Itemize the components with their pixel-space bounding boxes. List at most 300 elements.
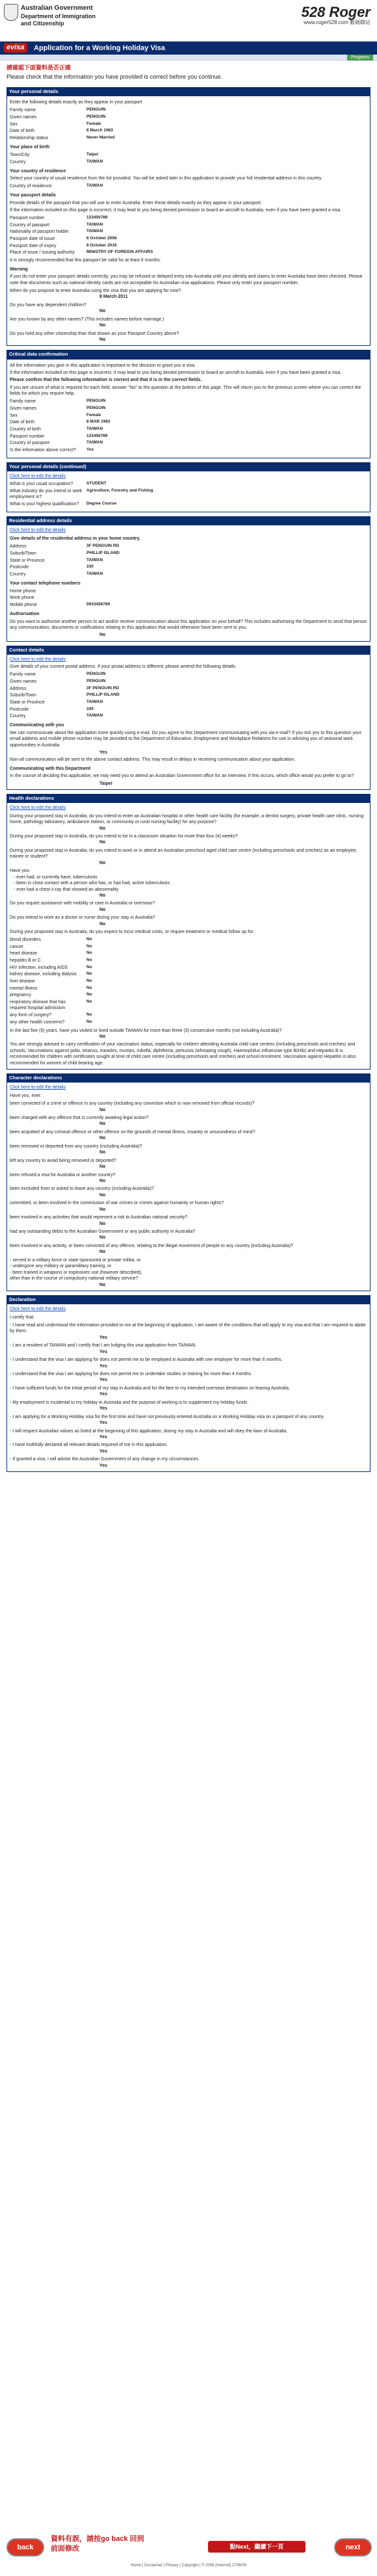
declaration-question: - I have truthfully declared all relevant details required of me in this application. xyxy=(10,1443,168,1448)
field-value: 8 October 2006 xyxy=(86,235,117,241)
field-value: No xyxy=(86,999,92,1004)
condition-row xyxy=(10,971,92,979)
passport-row xyxy=(10,250,153,257)
condition-row xyxy=(10,978,92,985)
personal-row xyxy=(10,121,114,128)
field-label: What industry do you intend to seek employment in? xyxy=(10,488,83,499)
field-label: Family name xyxy=(10,672,36,677)
character-question: been excluded from or asked to leave any country (including Australia)? xyxy=(10,1187,154,1192)
declaration-question: - I am applying for a Working Holiday visa for the first time and have not previously entered Australia on a Working Holiday visa on a passport of any country. xyxy=(10,1414,325,1419)
critical-row xyxy=(10,447,110,454)
residential-section xyxy=(6,525,370,642)
declaration-intro: I certify that: xyxy=(10,1315,35,1320)
declaration-question: - I am a resident of TAIWAN and I certify that I am lodging this visa application from TAIWAN. xyxy=(10,1343,197,1348)
field-label: Country xyxy=(10,159,26,164)
declaration-question: - I understand that the visa I am applying for does not permit me to be employed in Australia with one employer for more than 6 months. xyxy=(10,1358,283,1363)
field-value: PENGUIN xyxy=(86,672,106,677)
health-a1: No xyxy=(99,826,106,831)
residential-row xyxy=(10,544,120,551)
character-answer: No xyxy=(99,1235,106,1241)
field-label: Postcode xyxy=(10,565,29,570)
critical-row xyxy=(10,433,110,440)
please-check-text: Please check that the information you have provided is correct before you continue. xyxy=(6,73,223,81)
chinese-notice: 請確認下面資料是否正確 xyxy=(6,64,72,71)
condition-row xyxy=(10,992,92,999)
character-list xyxy=(10,1101,367,1255)
page-footer xyxy=(0,2525,377,2576)
field-value: TAIWAN xyxy=(86,571,103,576)
personal-row xyxy=(10,135,114,142)
field-value: PHILLIP ISLAND xyxy=(86,550,120,555)
passport-row xyxy=(10,235,153,243)
field-value: TAIWAN xyxy=(86,183,103,189)
field-label: Postcode xyxy=(10,707,29,712)
critical-row xyxy=(10,412,110,419)
edit-declaration-link[interactable]: Click here to edit the details xyxy=(10,1307,66,1312)
personal-details-section xyxy=(6,96,370,346)
field-value: 123456789 xyxy=(86,433,108,438)
field-value: 8 March 1983 xyxy=(86,128,113,133)
edit-residential-link[interactable]: Click here to edit the details xyxy=(10,527,66,532)
list-item: - ever had, or currently have, tuberculosis xyxy=(14,874,98,880)
field-label: mental illness xyxy=(10,986,38,991)
personal-row xyxy=(10,107,114,114)
dept-heading: Communicating with this Department xyxy=(10,766,91,771)
field-label: Date of birth xyxy=(10,420,35,425)
children-question: Do you have any dependent children? xyxy=(10,302,86,308)
critical-p3: Please confirm that the following information is correct and that it is in the correct fields. xyxy=(10,378,202,383)
field-value: 3F PENGUIN RD xyxy=(86,544,120,549)
health-q8: In the last five (5) years, have you visited or lived outside TAIWAN for more than three (3) consecutive months (not including Australia)? xyxy=(10,1028,282,1033)
declaration-answer: Yes xyxy=(99,1449,108,1454)
field-value: Agriculture, Forestry and Fishing xyxy=(86,488,153,493)
field-value: TAIWAN xyxy=(86,713,103,718)
pob-row xyxy=(10,159,103,166)
field-label: Given names xyxy=(10,679,37,685)
field-value: TAIWAN xyxy=(86,699,103,704)
continued-row xyxy=(10,480,153,488)
declaration-question: - I will respect Australian values as listed at the beginning of this application, during my stay in Australia and will obey the laws of Australia. xyxy=(10,1428,288,1434)
health-a3: No xyxy=(99,860,106,865)
field-label: State or Province xyxy=(10,558,45,563)
field-value: Female xyxy=(86,412,101,417)
condition-row xyxy=(10,1019,92,1026)
dept-answer: Taipei xyxy=(99,781,112,786)
other-names-question: Are you known by any other names? (This includes names before marriage.) xyxy=(10,317,164,322)
critical-row xyxy=(10,440,110,447)
condition-row xyxy=(10,951,92,958)
field-value: 330 xyxy=(86,706,94,711)
field-value: 8 October 2016 xyxy=(86,243,117,248)
field-label: pregnancy xyxy=(10,993,31,998)
residential-row xyxy=(10,557,120,564)
field-value: Degree Course xyxy=(86,501,117,506)
character-question: been removed or deported from any country (including Australia)? xyxy=(10,1144,142,1149)
authorisation-answer: No xyxy=(99,633,106,638)
application-titlebar xyxy=(0,42,377,55)
field-label: Suburb/Town xyxy=(10,551,36,556)
field-label: Country xyxy=(10,572,26,577)
declaration-answer: Yes xyxy=(99,1463,108,1468)
residential-row xyxy=(10,571,120,578)
health-q7: During your proposed stay in Australia, do you expect to incur medical costs, or require treatment or medical follow up for: xyxy=(10,930,255,935)
field-label: Home phone xyxy=(10,588,36,594)
residence-text: Select your country of usual residence from the list provided. You will be asked later in this application to provide your full residential address in this country. xyxy=(10,176,322,181)
character-intro: Have you, ever: xyxy=(10,1093,42,1098)
residential-table xyxy=(10,544,120,578)
field-value: No xyxy=(86,992,92,997)
passport-note: If the information included on this page is incorrect, it may lead to you being denied permission to board an aircraft to Australia, even if you have been granted a visa. xyxy=(10,208,342,213)
field-value: STUDENT xyxy=(86,480,107,486)
field-label: What is your highest qualification? xyxy=(10,501,79,506)
field-value: Taipei xyxy=(86,152,99,157)
field-label: Nationality of passport holder xyxy=(10,230,69,235)
character-question: been acquitted of any criminal offence or other offence on the grounds of mental illness, insanity or unsoundness of mind? xyxy=(10,1129,255,1135)
field-value: No xyxy=(86,958,92,963)
personal-intro: Enter the following details exactly as they appear in your passport xyxy=(10,100,142,105)
edit-personal-link[interactable]: Click here to edit the details xyxy=(10,473,66,479)
residential-heading: Residential address details xyxy=(6,516,370,525)
list-item: - been in close contact with a person who has, or has had, active tuberculosis xyxy=(14,881,170,886)
critical-row xyxy=(10,399,110,406)
communicating-note: Non-all communication will be sent to the above contact address. This may result in delays in receiving communication about your application. xyxy=(10,757,296,763)
character-section xyxy=(6,1083,370,1291)
phone-row xyxy=(10,595,110,602)
residential-row xyxy=(10,550,120,557)
field-label: Address xyxy=(10,544,27,549)
field-value: TAIWAN xyxy=(86,159,103,164)
residence-table xyxy=(10,183,103,191)
communicating-heading: Communicating with you xyxy=(10,723,64,728)
character-question: had any outstanding debts to the Australian Government or any public authority in Australia? xyxy=(10,1229,196,1235)
contact-row xyxy=(10,713,120,720)
field-value: No xyxy=(86,1012,92,1017)
character-answer: No xyxy=(99,1178,106,1183)
personal-row xyxy=(10,128,114,135)
character-answer: No xyxy=(99,1207,106,1212)
military-list: - served in a military force or state-sponsored or private militia, or - undergone any military or paramilitary training, or - been trained in weapons or explosives use (however described), other than in the course of compulsory national military service? xyxy=(10,1257,142,1281)
communicating-answer: Yes xyxy=(99,750,108,755)
field-value: TAIWAN xyxy=(86,557,103,562)
field-value: No xyxy=(86,943,92,949)
field-value: TAIWAN xyxy=(86,229,103,234)
field-value: Yes xyxy=(86,447,94,452)
warning-heading: Warning xyxy=(10,267,28,272)
field-label: Country of passport xyxy=(10,441,50,446)
field-value: No xyxy=(86,971,92,977)
field-value: PENGUIN xyxy=(86,399,106,404)
character-answer: No xyxy=(99,1136,106,1141)
contact-row xyxy=(10,678,120,685)
gov-line-3: and Citizenship xyxy=(21,20,64,27)
field-label: Passport number xyxy=(10,434,45,439)
passport-validity: It is strongly recommended that this passport be valid for at least 6 months. xyxy=(10,258,161,263)
footer-links[interactable]: Home | Disclaimer | Privacy | Copyright | © 2008 (Internet) 2708/09 xyxy=(131,2564,246,2568)
edit-health-link[interactable]: Click here to edit the details xyxy=(10,806,66,811)
coat-of-arms-icon xyxy=(4,4,18,21)
back-note: 資料有誤，請按go back 回到前面修改 xyxy=(51,2535,144,2553)
field-label: HIV infection, including AIDS xyxy=(10,965,68,970)
entry-question: When do you propose to enter Australia using the visa that you are applying for now? xyxy=(10,288,181,293)
field-label: liver disease xyxy=(10,979,35,984)
main-content xyxy=(0,87,377,1472)
field-label: respiratory disease that has required hospital admission xyxy=(10,999,66,1011)
health-q5: Do you require assistance with mobility or care in Australia or overseas? xyxy=(10,901,155,906)
character-answer: No xyxy=(99,1107,106,1112)
field-value: No xyxy=(86,978,92,983)
health-q3: During your proposed stay in Australia, do you intend to work or in attend an Australian preschool aged child care centre (including preschools and creches) as an employee, trainee or student? xyxy=(10,848,358,860)
declaration-list xyxy=(10,1322,367,1469)
field-label: Place of issue / issuing authority xyxy=(10,250,75,256)
declaration-heading: Declaration xyxy=(6,1295,370,1304)
field-label: Mobile phone xyxy=(10,603,38,608)
character-heading: Character declarations xyxy=(6,1073,370,1083)
character-answer: No xyxy=(99,1150,106,1155)
critical-data-section xyxy=(6,360,370,458)
military-answer: No xyxy=(99,1282,106,1287)
field-value: PENGUIN xyxy=(86,406,106,410)
field-label: Family name xyxy=(10,108,36,113)
character-answer: No xyxy=(99,1250,106,1255)
passport-row xyxy=(10,222,153,229)
pob-table xyxy=(10,151,103,165)
health-q6: Do you intend to work as a doctor or nurse during your stay in Australia? xyxy=(10,915,155,921)
field-value: Never Married xyxy=(86,135,115,140)
phone-table xyxy=(10,588,110,609)
contact-heading: Contact details xyxy=(6,646,370,655)
character-question: been involved in any activity, or been convicted of any offence, relating to the illegal movement of people to any country (including Australia)? xyxy=(10,1243,293,1248)
field-value: PENGUIN xyxy=(86,679,106,684)
character-answer: No xyxy=(99,1221,106,1226)
residential-row xyxy=(10,564,120,572)
health-a5: No xyxy=(99,907,106,912)
critical-row xyxy=(10,405,110,412)
continued-table xyxy=(10,480,153,507)
field-value: 8 MAR 1983 xyxy=(86,419,110,425)
field-label: Country xyxy=(10,714,26,719)
critical-p1: All the information you give in this application is important to the decision to grant you a visa. xyxy=(10,363,196,368)
character-question: been refused a visa for Australia or another country? xyxy=(10,1172,116,1177)
personal-continued-heading: Your personal details (continued) xyxy=(6,462,370,471)
contact-section xyxy=(6,655,370,790)
next-hint-label: 點Next，繼續下一頁 xyxy=(208,2541,306,2553)
declaration-answer: Yes xyxy=(99,1335,108,1340)
edit-character-link[interactable]: Click here to edit the details xyxy=(10,1085,66,1090)
critical-row xyxy=(10,426,110,433)
declaration-answer: Yes xyxy=(99,1406,108,1412)
residence-heading: Your country of residence xyxy=(10,168,66,174)
phone-row xyxy=(10,601,110,609)
field-label: Sex xyxy=(10,122,18,127)
personal-details-heading: Your personal details xyxy=(6,87,370,96)
field-value: No xyxy=(86,951,92,956)
field-label: heart disease xyxy=(10,951,38,956)
next-button[interactable]: next xyxy=(334,2538,372,2556)
brand-logo: 528 Roger xyxy=(301,4,370,20)
field-label: Address xyxy=(10,686,27,691)
tb-list xyxy=(10,874,367,893)
health-a8: No xyxy=(99,1034,106,1039)
field-value: PENGUIN xyxy=(86,107,106,112)
progress-bar xyxy=(0,55,377,61)
declaration-question: - I understand that the visa I am applying for does not permit me to undertake studies or training for more than 4 months. xyxy=(10,1372,252,1377)
place-of-birth-heading: Your place of birth xyxy=(10,144,50,150)
contact-row xyxy=(10,685,120,692)
declaration-answer: Yes xyxy=(99,1434,108,1439)
field-value: TAIWAN xyxy=(86,222,103,227)
field-value: 3F PENGUIN RD xyxy=(86,685,120,690)
passport-table xyxy=(10,215,153,256)
field-label: Country of birth xyxy=(10,427,41,432)
gov-line-1: Australian Government xyxy=(21,5,93,12)
residence-row xyxy=(10,183,103,191)
pob-row xyxy=(10,151,103,159)
gov-line-2: Department of Immigration xyxy=(21,13,96,20)
declaration-answer: Yes xyxy=(99,1378,108,1383)
critical-p4: If you are unsure of what is required for each field, answer "No" to the question at the bottom of this page. This will return you to the previous screen where you can correct the fields for which you require help. xyxy=(10,385,361,397)
other-names-answer: No xyxy=(99,323,106,328)
field-label: What is your usual occupation? xyxy=(10,481,73,486)
field-label: Is the information above correct? xyxy=(10,447,76,453)
field-label: Country of residence xyxy=(10,184,52,189)
field-value xyxy=(86,588,110,595)
declaration-question: - I have sufficient funds for the initial period of my stay in Australia and for the fare to my intended overseas destination on leaving Australia. xyxy=(10,1386,291,1391)
field-label: Date of birth xyxy=(10,129,35,134)
field-label: Passport date of expiry xyxy=(10,243,57,248)
character-question: committed, or been involved in the commission of war crimes or crimes against humanity or human rights? xyxy=(10,1201,224,1206)
critical-data-heading: Critical data confirmation xyxy=(6,350,370,359)
field-label: Sex xyxy=(10,413,18,418)
dept-text: In the course of deciding this application, we may need you to attend an Australian Government office for an interview. If this occurs, which office would you prefer to go to? xyxy=(10,774,354,779)
field-value: MINISTRY OF FOREIGN AFFAIRS xyxy=(86,250,153,255)
phone-row xyxy=(10,588,110,595)
field-label: Given names xyxy=(10,115,37,120)
field-value: No xyxy=(86,1019,92,1024)
field-label: Passport number xyxy=(10,216,45,221)
condition-row xyxy=(10,957,92,964)
passport-row xyxy=(10,229,153,236)
brand-subtitle: www.roger528.com 數碼驛站 xyxy=(304,20,370,25)
field-label: any other health concerns? xyxy=(10,1019,65,1025)
health-heading: Health declarations xyxy=(6,794,370,803)
declaration-answer: Yes xyxy=(99,1363,108,1369)
field-value: PHILLIP ISLAND xyxy=(86,692,120,698)
authorisation-text: Do you want to authorise another person to act and/or receive communication about this application on your behalf? This includes authorising the Department to send that person any communication, documents or notifications relating to this application that would otherwise have been sent to you. xyxy=(10,619,367,630)
critical-p2: If the information included on this page is incorrect, it may lead to you being denied permission to board an aircraft to Australia, even if you have been granted a visa. xyxy=(10,371,342,376)
entry-answer: 8 March 2011 xyxy=(99,295,128,300)
continued-row xyxy=(10,501,153,508)
progress-label: Progress xyxy=(347,55,373,60)
condition-row xyxy=(10,985,92,992)
passport-row xyxy=(10,215,153,222)
field-value: TAIWAN xyxy=(86,440,103,445)
conditions-table xyxy=(10,937,92,1026)
continued-row xyxy=(10,488,153,501)
declaration-question: - I have read and understood the information provided to me at the beginning of application, I am aware of the conditions that will apply to my visa and that I am required to abide by them. xyxy=(10,1322,366,1334)
character-answer: No xyxy=(99,1122,106,1127)
condition-row xyxy=(10,999,92,1012)
field-label: Given names xyxy=(10,406,37,411)
field-label: cancer xyxy=(10,944,24,949)
field-label: any form of surgery? xyxy=(10,1012,52,1018)
residential-sub: Give details of the residential address in your home country. xyxy=(10,536,140,542)
field-value: 123456789 xyxy=(86,215,108,220)
field-value: TAIWAN xyxy=(86,426,103,431)
declaration-answer: Yes xyxy=(99,1421,108,1426)
character-question: been charged with any offence that is currently awaiting legal action? xyxy=(10,1116,149,1121)
field-value: 0933456789 xyxy=(86,602,110,607)
evisa-logo: evisa xyxy=(4,43,27,53)
field-value: Female xyxy=(86,121,101,126)
list-item: - ever had a chest x-ray that showed an abnormality xyxy=(14,887,119,892)
condition-row xyxy=(10,1012,92,1019)
health-have-you: Have you: xyxy=(10,869,31,874)
children-answer: No xyxy=(99,309,106,314)
field-value: 330 xyxy=(86,564,94,570)
character-question: been convicted of a crime or offence in any country (including any conviction which is now removed from official records)? xyxy=(10,1101,255,1107)
field-label: kidney disease, including dialysis xyxy=(10,972,77,977)
personal-row xyxy=(10,114,114,121)
field-value: No xyxy=(86,964,92,969)
character-answer: No xyxy=(99,1192,106,1198)
contact-intro: Give details of your current postal address. If your postal address is different, please amend the following details. xyxy=(10,664,237,670)
personal-table xyxy=(10,107,114,142)
health-q1: During your proposed stay in Australia, do you intend to enter an Australian hospital or other health care facility (for example, a dentist surgery, private health care clinic, nursing home, pathology laboratory, ambulance station, or community or rural nursing facility) for any purpose? xyxy=(10,813,364,825)
edit-contact-link[interactable]: Click here to edit the details xyxy=(10,657,66,662)
contact-row xyxy=(10,706,120,713)
citizenship-answer: No xyxy=(99,337,106,343)
declaration-answer: Yes xyxy=(99,1349,108,1354)
condition-row xyxy=(10,943,92,951)
condition-row xyxy=(10,937,92,944)
field-label: blood disorders xyxy=(10,938,41,943)
field-label: hepatitis B or C xyxy=(10,958,41,964)
health-q9: You are strongly advised to carry certification of your vaccination status, especially for children attending Australia child care centres (including preschools and creches) and schools. Vaccinations against polio, tetanus, measles, mumps, rubella, diphtheria, pertussis (whooping cough), Haemophilus influenzae type B(Hib) and Hepatitis B is recommended for children with certificates sought at time of child care centre (including preschools and creches) and school enrolment. Vaccination against Hepatitis is also recommended for women of child bearing age. xyxy=(10,1042,356,1066)
health-a4: No xyxy=(99,893,106,898)
health-section xyxy=(6,803,370,1070)
critical-row xyxy=(10,419,110,427)
declaration-section xyxy=(6,1304,370,1472)
field-label: Suburb/Town xyxy=(10,693,36,698)
field-label: Town/City xyxy=(10,153,30,157)
health-q2: During your proposed stay in Australia, do you intend to be in a classroom situation for more than four (4) weeks? xyxy=(10,834,238,839)
passport-intro: Provide details of the passport that you will use to enter Australia. Enter these details exactly as they appear in your passport. xyxy=(10,200,262,205)
field-value: PENGUIN xyxy=(86,114,106,120)
declaration-answer: Yes xyxy=(99,1392,108,1397)
field-value xyxy=(86,595,110,602)
critical-table xyxy=(10,399,110,454)
back-button[interactable]: back xyxy=(6,2538,44,2556)
contact-row xyxy=(10,692,120,700)
citizenship-question: Do you hold any other citizenship than that shown as your Passport Country above? xyxy=(10,331,179,336)
field-label: Work phone xyxy=(10,596,34,601)
authorisation-heading: Authorisation xyxy=(10,612,40,617)
contact-table xyxy=(10,672,120,720)
health-a6: No xyxy=(99,921,106,927)
declaration-question: - If granted a visa, I will advise the Australian Government of any change in my circumstances. xyxy=(10,1457,200,1462)
field-label: Passport date of issue xyxy=(10,236,55,241)
field-label: Relationship status xyxy=(10,135,49,140)
phone-heading: Your contact telephone numbers xyxy=(10,581,81,586)
field-label: Family name xyxy=(10,399,36,404)
communicating-text: We can communicate about the application more quickly using e-mail. Do you agree to this Department communicating with you via e-mail? If you tick yes to this question your email address and mobile phone number may be provided to the Department of Education, Employment and Workplace Relations for use in advising you of seasonal work opportunities in Australia. xyxy=(10,730,362,748)
passport-heading: Your passport details xyxy=(10,193,57,198)
contact-row xyxy=(10,672,120,679)
character-question: left any country to avoid being removed or deported? xyxy=(10,1158,116,1163)
warning-text: If you do not enter your passport details correctly, you may be refused or delayed entry into Australia until your identity and claims to enter Australia have been checked. Please note that documents such as national identity cards are not acceptable for Australian visa applications. Please only enter your passport number. xyxy=(10,274,363,285)
field-value: No xyxy=(86,937,92,942)
personal-continued-section xyxy=(6,471,370,512)
